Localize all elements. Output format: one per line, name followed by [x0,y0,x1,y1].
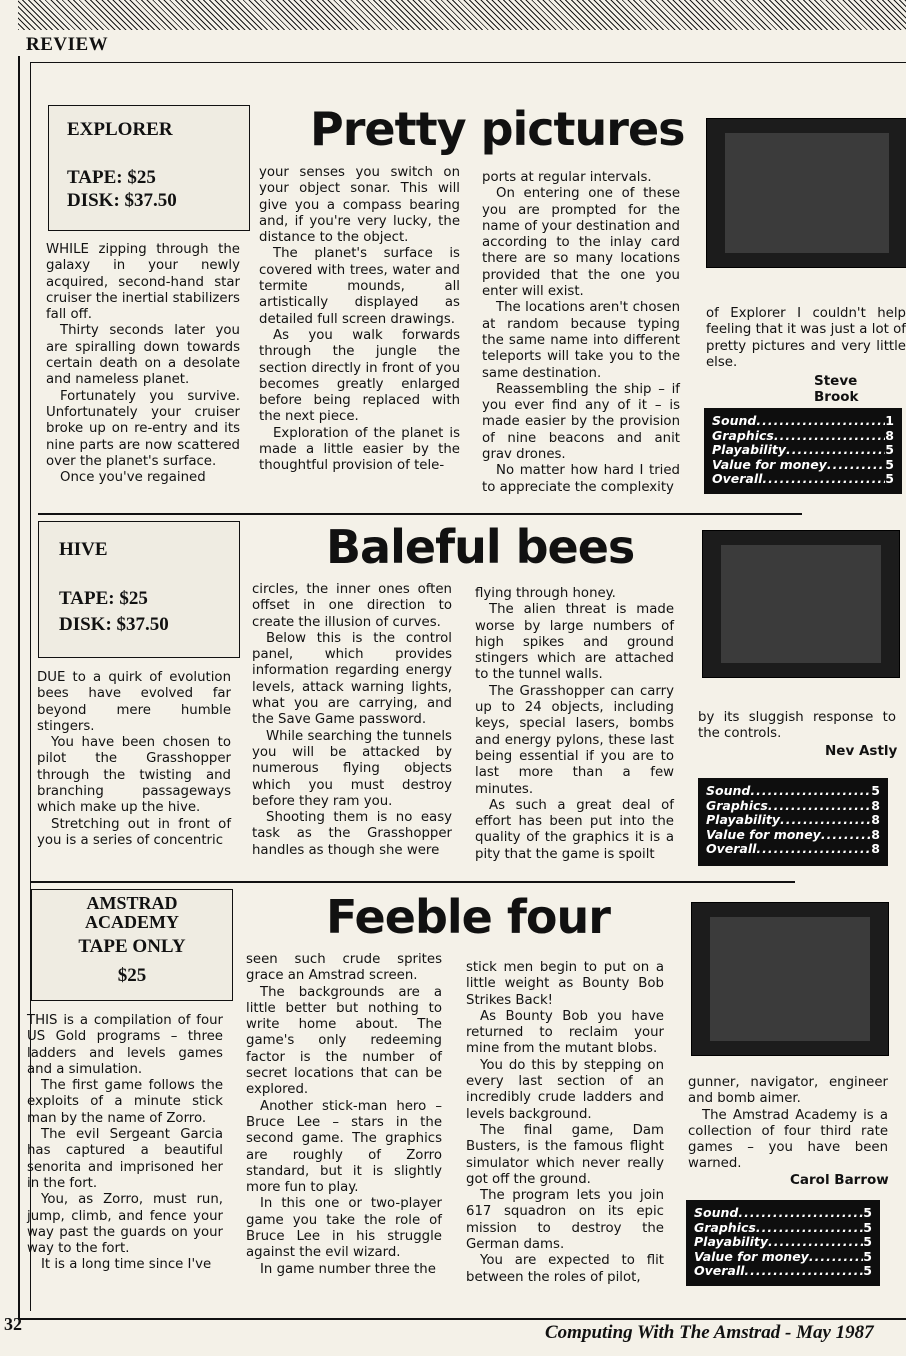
paragraph: Fortunately you survive. Unfortunately your cruiser broke up on re-entry and its nine parts are now scattered over the planet's surface. [46,388,240,469]
paragraph: You, as Zorro, must run, jump, climb, and fence your way past the guards on your way to the fort. [27,1192,223,1257]
paragraph: THIS is a compilation of four US Gold programs – three ladders and levels games and a simulation. [27,1013,223,1077]
reviewer-name: Carol Barrow [790,1172,889,1188]
rating-row: Sound ..... 5 [694,1206,872,1221]
paragraph: No matter how hard I tried to appreciate the complexity [482,463,680,495]
paragraph: The final game, Dam Busters, is the famous flight simulator which never really got off the ground. [466,1122,664,1187]
game-title: EXPLORER [67,119,173,140]
paragraph: gunner, navigator, engineer and bomb aimer. [688,1075,888,1107]
paragraph: In game number three the [260,1261,436,1277]
hatched-header-band [18,0,906,30]
reviewer-name: Nev Astly [825,743,898,759]
price-line: DISK: $37.50 [59,614,169,635]
price-line: DISK: $37.50 [67,190,177,211]
rating-row: Playability ..... 5 [712,443,894,458]
paragraph: The locations aren't chosen at random because typing the same name into different teleports will take you to the same destination. [482,300,680,381]
rating-panel [698,778,888,866]
paragraph: ports at regular intervals. [482,170,652,185]
paragraph: circles, the inner ones often offset in one direction to create the illusion of curves. [252,582,452,630]
paragraph: In this one or two-player game you take the role of Bruce Lee in his struggle against the evil wizard. [246,1196,442,1261]
rating-row: Graphics ..... 5 [694,1221,872,1236]
section-divider [30,881,795,883]
rating-row: Playability ..... 8 [706,813,880,828]
article-column [466,960,664,1286]
article-column [259,165,460,475]
paragraph: The planet's surface is covered with trees, water and termite mounds, all artistically displayed as detailed full screen drawings. [259,246,460,327]
price-line: TAPE: $25 [59,588,148,609]
paragraph: Exploration of the planet is made a little easier by the thoughtful provision of tele- [259,425,460,474]
review-headline: Feeble four [326,890,610,944]
rating-row: Graphics ..... 8 [706,799,880,814]
paragraph: The Amstrad Academy is a collection of four third rate games – you have been warned. [688,1107,888,1172]
rating-row: Playability ..... 5 [694,1235,872,1250]
price-line: $25 [117,965,147,986]
paragraph: Below this is the control panel, which provides information regarding energy levels, attack warning lights, what you are carrying, and the Save Game password. [252,630,452,728]
paragraph: As you walk forwards through the jungle the section directly in front of you becomes greatly enlarged before being replaced with the next piece. [259,327,460,425]
game-title: AMSTRAD ACADEMY [85,893,179,932]
paragraph: stick men begin to put on a little weight as Bounty Bob Strikes Back! [466,960,664,1008]
game-info-box [48,105,250,231]
footer-rule [18,1318,906,1320]
article-column [698,710,896,743]
article-column [706,306,906,371]
paragraph: Another stick-man hero – Bruce Lee – stars in the second game. The graphics are roughly of Zorro standard, but it is slightly more fun to play. [246,1098,442,1196]
paragraph: You have been chosen to pilot the Grasshopper through the twisting and branching passageways which make up the hive. [37,735,231,816]
rating-panel [704,408,902,494]
rating-row: Value for money ..... 8 [706,828,880,843]
paragraph: DUE to a quirk of evolution bees have evolved far beyond mere humble stingers. [37,670,231,734]
paragraph: Shooting them is no easy task as the Grasshopper handles as though she were [252,810,452,858]
rating-row: Sound ..... 1 [712,414,894,429]
rating-row: Overall ..... 5 [712,472,894,487]
paragraph: The program lets you join 617 squadron on its epic mission to destroy the German dams. [466,1188,664,1253]
rating-row: Value for money ..... 5 [694,1250,872,1265]
game-info-box [38,521,240,658]
game-title: HIVE [59,539,108,560]
paragraph: seen such crude sprites grace an Amstrad screen. [246,952,442,984]
game-info-box [31,889,233,1001]
paragraph: your senses you switch on your object sonar. This will give you a compass bearing and, if you're very lucky, the distance to the object. [259,165,460,246]
page-number: 32 [4,1314,22,1334]
paragraph: As Bounty Bob you have returned to reclaim your mine from the mutant blobs. [466,1008,664,1057]
rating-row: Graphics ..... 8 [712,429,894,444]
article-column [27,1013,223,1274]
paragraph: of Explorer I couldn't help feeling that it was just a lot of pretty pictures and very little else. [706,306,906,370]
paragraph: Stretching out in front of you is a series of concentric [37,816,231,848]
article-column [46,242,240,486]
reviewer-name: Steve Brook [814,373,859,405]
paragraph: Once you've regained [60,470,206,486]
price-line: TAPE: $25 [67,167,156,188]
paragraph: Reassembling the ship – if you ever find any of it – is made easier by the provision of nine beacons and anit grav drones. [482,381,680,463]
paragraph: While searching the tunnels you will be attacked by numerous flying objects which you must destroy before they ram you. [252,728,452,809]
paragraph: flying through honey. [475,586,616,601]
review-headline: Baleful bees [326,520,635,574]
article-column [252,582,452,859]
paragraph: WHILE zipping through the galaxy in your newly acquired, second-hand star cruiser the inertial stabilizers fall off. [46,242,240,323]
paragraph: The alien threat is made worse by large numbers of high spikes and ground stingers which are attached to the tunnel walls. [475,602,674,683]
rating-row: Overall ..... 5 [694,1264,872,1279]
article-column [246,952,442,1278]
article-column [37,670,231,849]
rating-row: Value for money ..... 5 [712,458,894,473]
article-column [688,1075,888,1173]
magazine-footer: Computing With The Amstrad - May 1987 [545,1322,874,1343]
article-column [475,586,674,863]
paragraph: You are expected to flit between the roles of pilot, [466,1253,664,1285]
paragraph: As such a great deal of effort has been put into the quality of the graphics it is a pity that the game is spoilt [475,797,674,862]
paragraph: The backgrounds are a little better but nothing to write home about. The game's only redeeming factor is the number of secret locations that can be explored. [246,984,442,1098]
section-label: REVIEW [26,34,109,55]
paragraph: The first game follows the exploits of a minute stick man by the name of Zorro. [27,1078,223,1126]
rating-panel [686,1200,880,1286]
game-screenshot [702,530,900,678]
paragraph: Thirty seconds later you are spiralling down towards certain death on a desolate and nameless planet. [46,323,240,388]
game-screenshot [691,902,889,1056]
rating-row: Overall ..... 8 [706,842,880,857]
paragraph: On entering one of these you are prompted for the name of your destination and according to the inlay card there are so many locations provided that the one you enter will exist. [482,186,680,300]
paragraph: The Grasshopper can carry up to 24 objects, including keys, special lasers, bombs and energy pylons, these last being essential if you are to last more than a few minutes. [475,683,674,797]
paragraph: You do this by stepping on every last section of an incredibly crude ladders and levels background. [466,1057,664,1122]
paragraph: The evil Sergeant Garcia has captured a beautiful senorita and imprisoned her in the fort. [27,1127,223,1191]
price-line: TAPE ONLY [78,936,186,957]
paragraph: It is a long time since I've [41,1257,212,1273]
section-divider [38,513,802,515]
rating-row: Sound ..... 5 [706,784,880,799]
paragraph: by its sluggish response to the controls. [698,710,896,742]
article-column [482,170,680,496]
game-screenshot [706,118,906,268]
review-headline: Pretty pictures [310,102,685,156]
